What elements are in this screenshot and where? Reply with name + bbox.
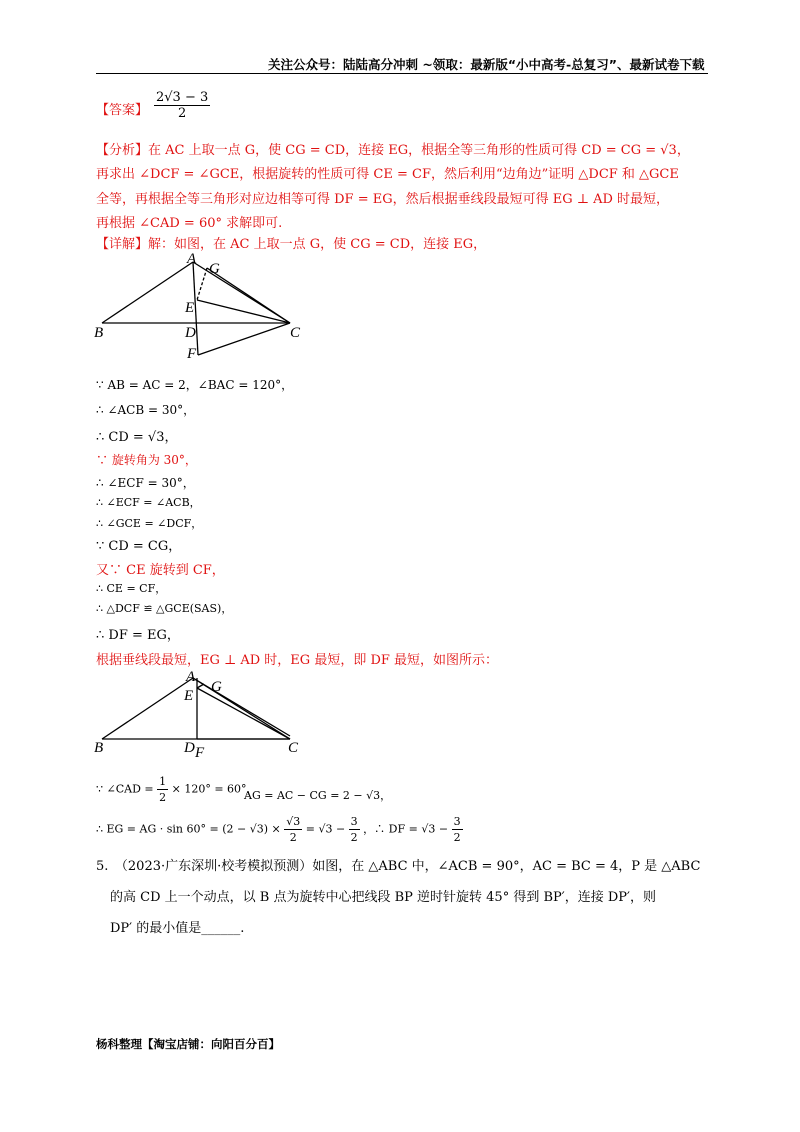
step-8: ∵ CD = CG， xyxy=(96,539,182,554)
step-10: ∴ CE = CF， xyxy=(96,582,167,595)
fig2-label-b: B xyxy=(94,740,104,756)
analysis-line-2: 再求出 ∠DCF = ∠GCE，根据旋转的性质可得 CE = CF，然后利用“边角边”证明 △DCF 和 △GCE xyxy=(96,167,679,182)
frac-den: 2 xyxy=(350,831,358,844)
fraction-one-half xyxy=(157,774,168,805)
header-rule xyxy=(96,73,708,74)
analysis-line-1: 在 AC 上取一点 G，使 CG = CD，连接 EG，根据全等三角形的性质可得 CD = CG = √3， xyxy=(148,143,690,158)
analysis-line-3: 全等，再根据全等三角形对应边相等可得 DF = EG，然后根据垂线段最短可得 EG ⊥ AD 时最短， xyxy=(96,192,670,207)
fig1-label-d: D xyxy=(185,325,196,341)
fig2-label-f: F xyxy=(195,745,205,758)
problem-5-line-1: 5. （2023·广东深圳·校考模拟预测）如图，在 △ABC 中，∠ACB = 90°，AC = BC = 4，P 是 △ABC xyxy=(96,859,701,874)
frac-num: 3 xyxy=(350,815,358,828)
fig2-label-a: A xyxy=(186,669,196,685)
answer-denominator: 2 xyxy=(177,106,187,121)
page-footer: 杨科整理【淘宝店铺：向阳百分百】 xyxy=(96,1037,280,1051)
frac-num: 3 xyxy=(453,815,461,828)
final-line-2 xyxy=(96,814,463,845)
fraction-3-over-2 xyxy=(349,814,360,845)
detail-label: 【详解】 xyxy=(96,237,149,252)
step-3: ∴ CD = √3， xyxy=(96,430,178,445)
step-7: ∴ ∠GCE = ∠DCF， xyxy=(96,517,203,530)
frac-num: √3 xyxy=(286,815,301,828)
fig2-label-g: G xyxy=(211,679,222,695)
fig2-label-c: C xyxy=(288,740,299,756)
step-2: ∴ ∠ACB = 30°， xyxy=(96,403,196,417)
frac-num: 1 xyxy=(159,775,167,788)
final-line-1 xyxy=(96,774,258,805)
problem-5-line-3: DP′ 的最小值是______. xyxy=(110,921,245,936)
fig2-label-d: D xyxy=(184,740,195,756)
answer-value xyxy=(154,90,210,121)
frac-den: 2 xyxy=(159,791,167,804)
analysis-line-4: 再根据 ∠CAD = 60° 求解即可. xyxy=(96,216,283,231)
analysis-label: 【分析】 xyxy=(96,143,149,158)
problem-5-line-2: 的高 CD 上一个动点，以 B 点为旋转中心把线段 BP 逆时针旋转 45° 得到 BP′，连接 DP′，则 xyxy=(110,890,656,905)
answer-numerator: 2√3 − 3 xyxy=(156,90,209,105)
final-l2-pre: ∴ EG = AG · sin 60° = (2 − √3) × xyxy=(96,822,281,836)
fig1-label-e: E xyxy=(185,300,195,316)
fig1-label-a: A xyxy=(187,251,197,267)
fig1-label-g: G xyxy=(209,261,220,277)
step-4: ∵ 旋转角为 30°， xyxy=(96,453,197,467)
fig2-label-e: E xyxy=(184,688,194,704)
step-5: ∴ ∠ECF = 30°， xyxy=(96,476,195,490)
frac-den: 2 xyxy=(289,831,297,844)
final-l1-post: × 120° = 60°， xyxy=(171,782,258,796)
geometry-figure-2 xyxy=(90,666,320,758)
page-header: 关注公众号：陆陆高分冲刺 ~领取：最新版“小中高考-总复习”、最新试卷下载 xyxy=(268,57,705,72)
answer-label: 【答案】 xyxy=(96,103,149,118)
step-6: ∴ ∠ECF = ∠ACB， xyxy=(96,496,201,509)
fraction-root3-over-2 xyxy=(284,814,302,845)
step-1: ∵ AB = AC = 2，∠BAC = 120°， xyxy=(96,378,294,392)
fraction-3-over-2-b xyxy=(452,814,463,845)
step-13: 根据垂线段最短，EG ⊥ AD 时，EG 最短，即 DF 最短，如图所示： xyxy=(96,653,499,668)
geometry-figure-1 xyxy=(90,250,320,365)
detail-text: 解：如图，在 AC 上取一点 G，使 CG = CD，连接 EG， xyxy=(148,237,487,252)
step-9: 又∵ CE 旋转到 CF， xyxy=(96,563,225,578)
frac-den: 2 xyxy=(453,831,461,844)
analysis-section xyxy=(96,139,690,158)
final-line-1b: AG = AC − CG = 2 − √3， xyxy=(244,789,392,802)
final-l1-pre: ∵ ∠CAD = xyxy=(96,782,154,796)
step-11: ∴ △DCF ≌ △GCE(SAS)， xyxy=(96,602,233,615)
fig1-label-c: C xyxy=(290,325,301,341)
step-12: ∴ DF = EG， xyxy=(96,628,180,643)
fig1-label-f: F xyxy=(187,346,197,362)
fig1-label-b: B xyxy=(94,325,104,341)
final-l2-mid: = √3 − xyxy=(305,822,346,836)
final-l2-b: ，∴ DF = √3 − xyxy=(363,822,449,836)
